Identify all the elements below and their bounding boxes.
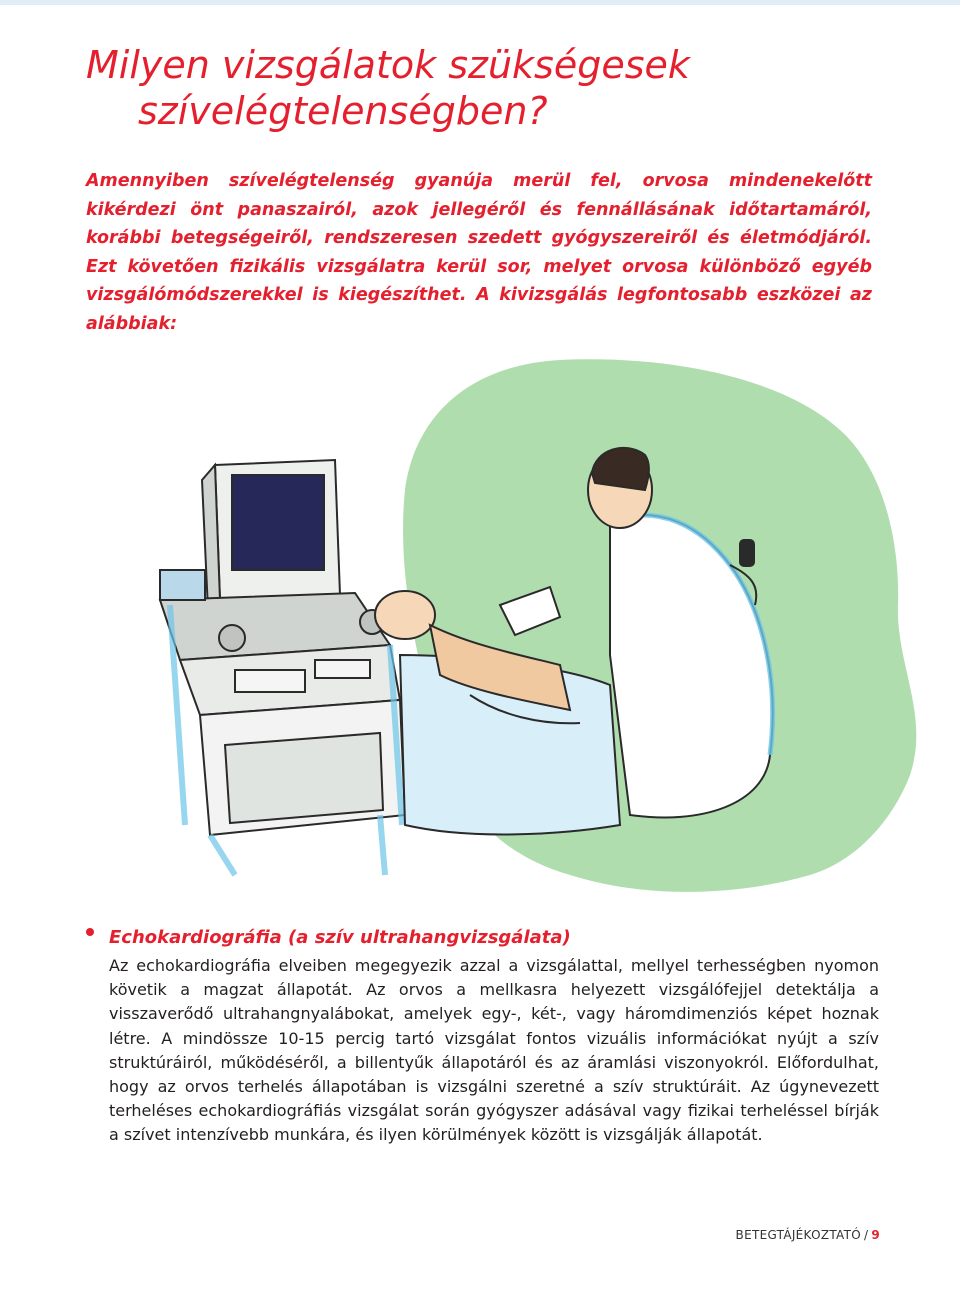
- section-body: Az echokardiográfia elveiben megegyezik azzal a vizsgálattal, mellyel terhességben nyomon követik a magzat állapotát. Az orvos a mellkasra helyezett vizsgálófejjel detektálja a visszaverődő ultrahangnyalábokat, amelyek egy-, két-, vagy háromdimenziós képet hoznak létre. A mindössze 10-15 percig tartó vizsgálat fontos vizuális információkat nyújt a szív struktúráiról, működéséről, a billentyűk állapotáról és az áramlási viszonyokról. Előfordulhat, hogy az orvos terhelés állapotában is vizsgálni szeretné a szív struktúráit. Az úgynevezett terheléses echokardiográfiás vizsgálat során gyógyszer adásával vagy fizikai terheléssel bírják a szívet intenzívebb munkára, és ilyen körülmények között is vizsgálják állapotát.: [109, 956, 879, 1145]
- intro-paragraph: Amennyiben szívelégtelenség gyanúja merül fel, orvosa mindenekelőtt kikérdezi önt panaszairól, azok jellegéről és fennállásának időtartamáról, korábbi betegségeiről, rendszeresen szedett gyógyszereiről és életmódjáról. Ezt követően fizikális vizsgálatra kerül sor, melyet orvosa különböző egyéb vizsgálómódszerekkel is kiegészíthet. A kivizsgálás legfontosabb eszközei az alábbiak:: [86, 171, 872, 334]
- page-number: 9: [871, 1228, 880, 1242]
- page-title-line-2: szívelégtelenségben?: [138, 89, 548, 133]
- page-footer: [736, 1228, 880, 1242]
- page-title: [86, 42, 690, 134]
- echocardiography-illustration: [140, 355, 950, 910]
- top-rule: [0, 0, 960, 5]
- section-title: Echokardiográfia (a szív ultrahangvizsgálata): [109, 927, 571, 948]
- page-title-line-1: Milyen vizsgálatok szükségesek: [86, 43, 690, 87]
- footer-separator: /: [864, 1228, 869, 1242]
- footer-label: BETEGTÁJÉKOZTATÓ: [735, 1228, 861, 1242]
- bullet-point: [86, 928, 94, 936]
- ultrasound-machine: [160, 460, 405, 835]
- echocardiography-section: [86, 925, 878, 1148]
